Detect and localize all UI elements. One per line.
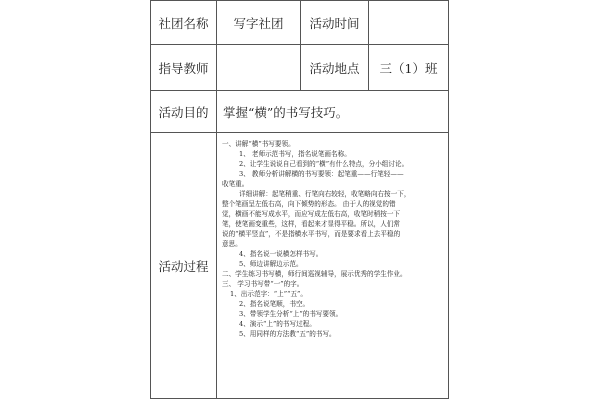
row-process [151,133,449,399]
activity-time-value [369,1,449,45]
process-line: 笔，使笔画变重些，这样，看起来才显得平稳。所以，人们常 [222,220,401,228]
teacher-value [217,45,301,91]
row-purpose [151,91,449,133]
purpose-label: 活动目的 [151,91,217,133]
process-line: 意思。 [222,240,242,248]
process-line: 觉，横画不能写成水平，而应写成左低右高，收笔时稍按一下 [222,210,401,218]
purpose-value: 掌握“横”的书写技巧。 [217,91,449,133]
process-line: 说的“横平竖直”，不是指横水平书写，而是要求看上去平稳的 [222,230,401,238]
process-line: 1、 老师示范书写，指名说笔画名称。 [239,150,351,158]
row-club-name [151,1,449,45]
process-line: 二、学生练习书写横，师行间巡视辅导，展示优秀的学生作业。 [222,270,407,278]
club-activity-form [150,0,448,400]
club-name-label: 社团名称 [151,1,217,45]
location-value: 三（1）班 [369,45,449,91]
process-line: 5、用同样的方法教“五”的书写。 [239,330,336,338]
process-line: 三、 学习书写带“一”的字。 [222,280,304,288]
activity-time-label: 活动时间 [301,1,369,45]
club-name-value: 写字社团 [217,1,301,45]
process-line: 2、让学生说说自己看到的“横”有什么特点，分小组讨论。 [239,160,409,168]
process-line: 4、指名说一说横怎样书写。 [239,250,323,258]
process-line: 3、带领学生分析“上”的书写要领。 [239,310,343,318]
process-line: 整个笔画呈左低右高，向下倾势的形态。 由于人的视觉的错 [222,200,396,208]
process-line: 详细讲解：起笔稍重、行笔向右较轻，收笔略向右按一下， [239,190,411,198]
process-line: 5、师边讲解边示范。 [239,260,303,268]
row-teacher [151,45,449,91]
process-line: 2、指名说笔顺，书空。 [239,300,310,308]
activity-table [150,0,449,399]
location-label: 活动地点 [301,45,369,91]
process-line: 1、出示范字：“上”“五”。 [230,290,308,298]
process-line: 4、演示“上”的书写过程。 [239,320,316,328]
process-content [217,133,449,399]
teacher-label: 指导教师 [151,45,217,91]
process-label: 活动过程 [151,133,217,399]
process-line: 一、讲解“横”书写要领。 [222,140,295,148]
process-line: 收笔重。 [222,180,249,188]
process-line: 3、 教师分析讲解横的书写要领：起笔重——行笔轻—— [239,170,404,178]
